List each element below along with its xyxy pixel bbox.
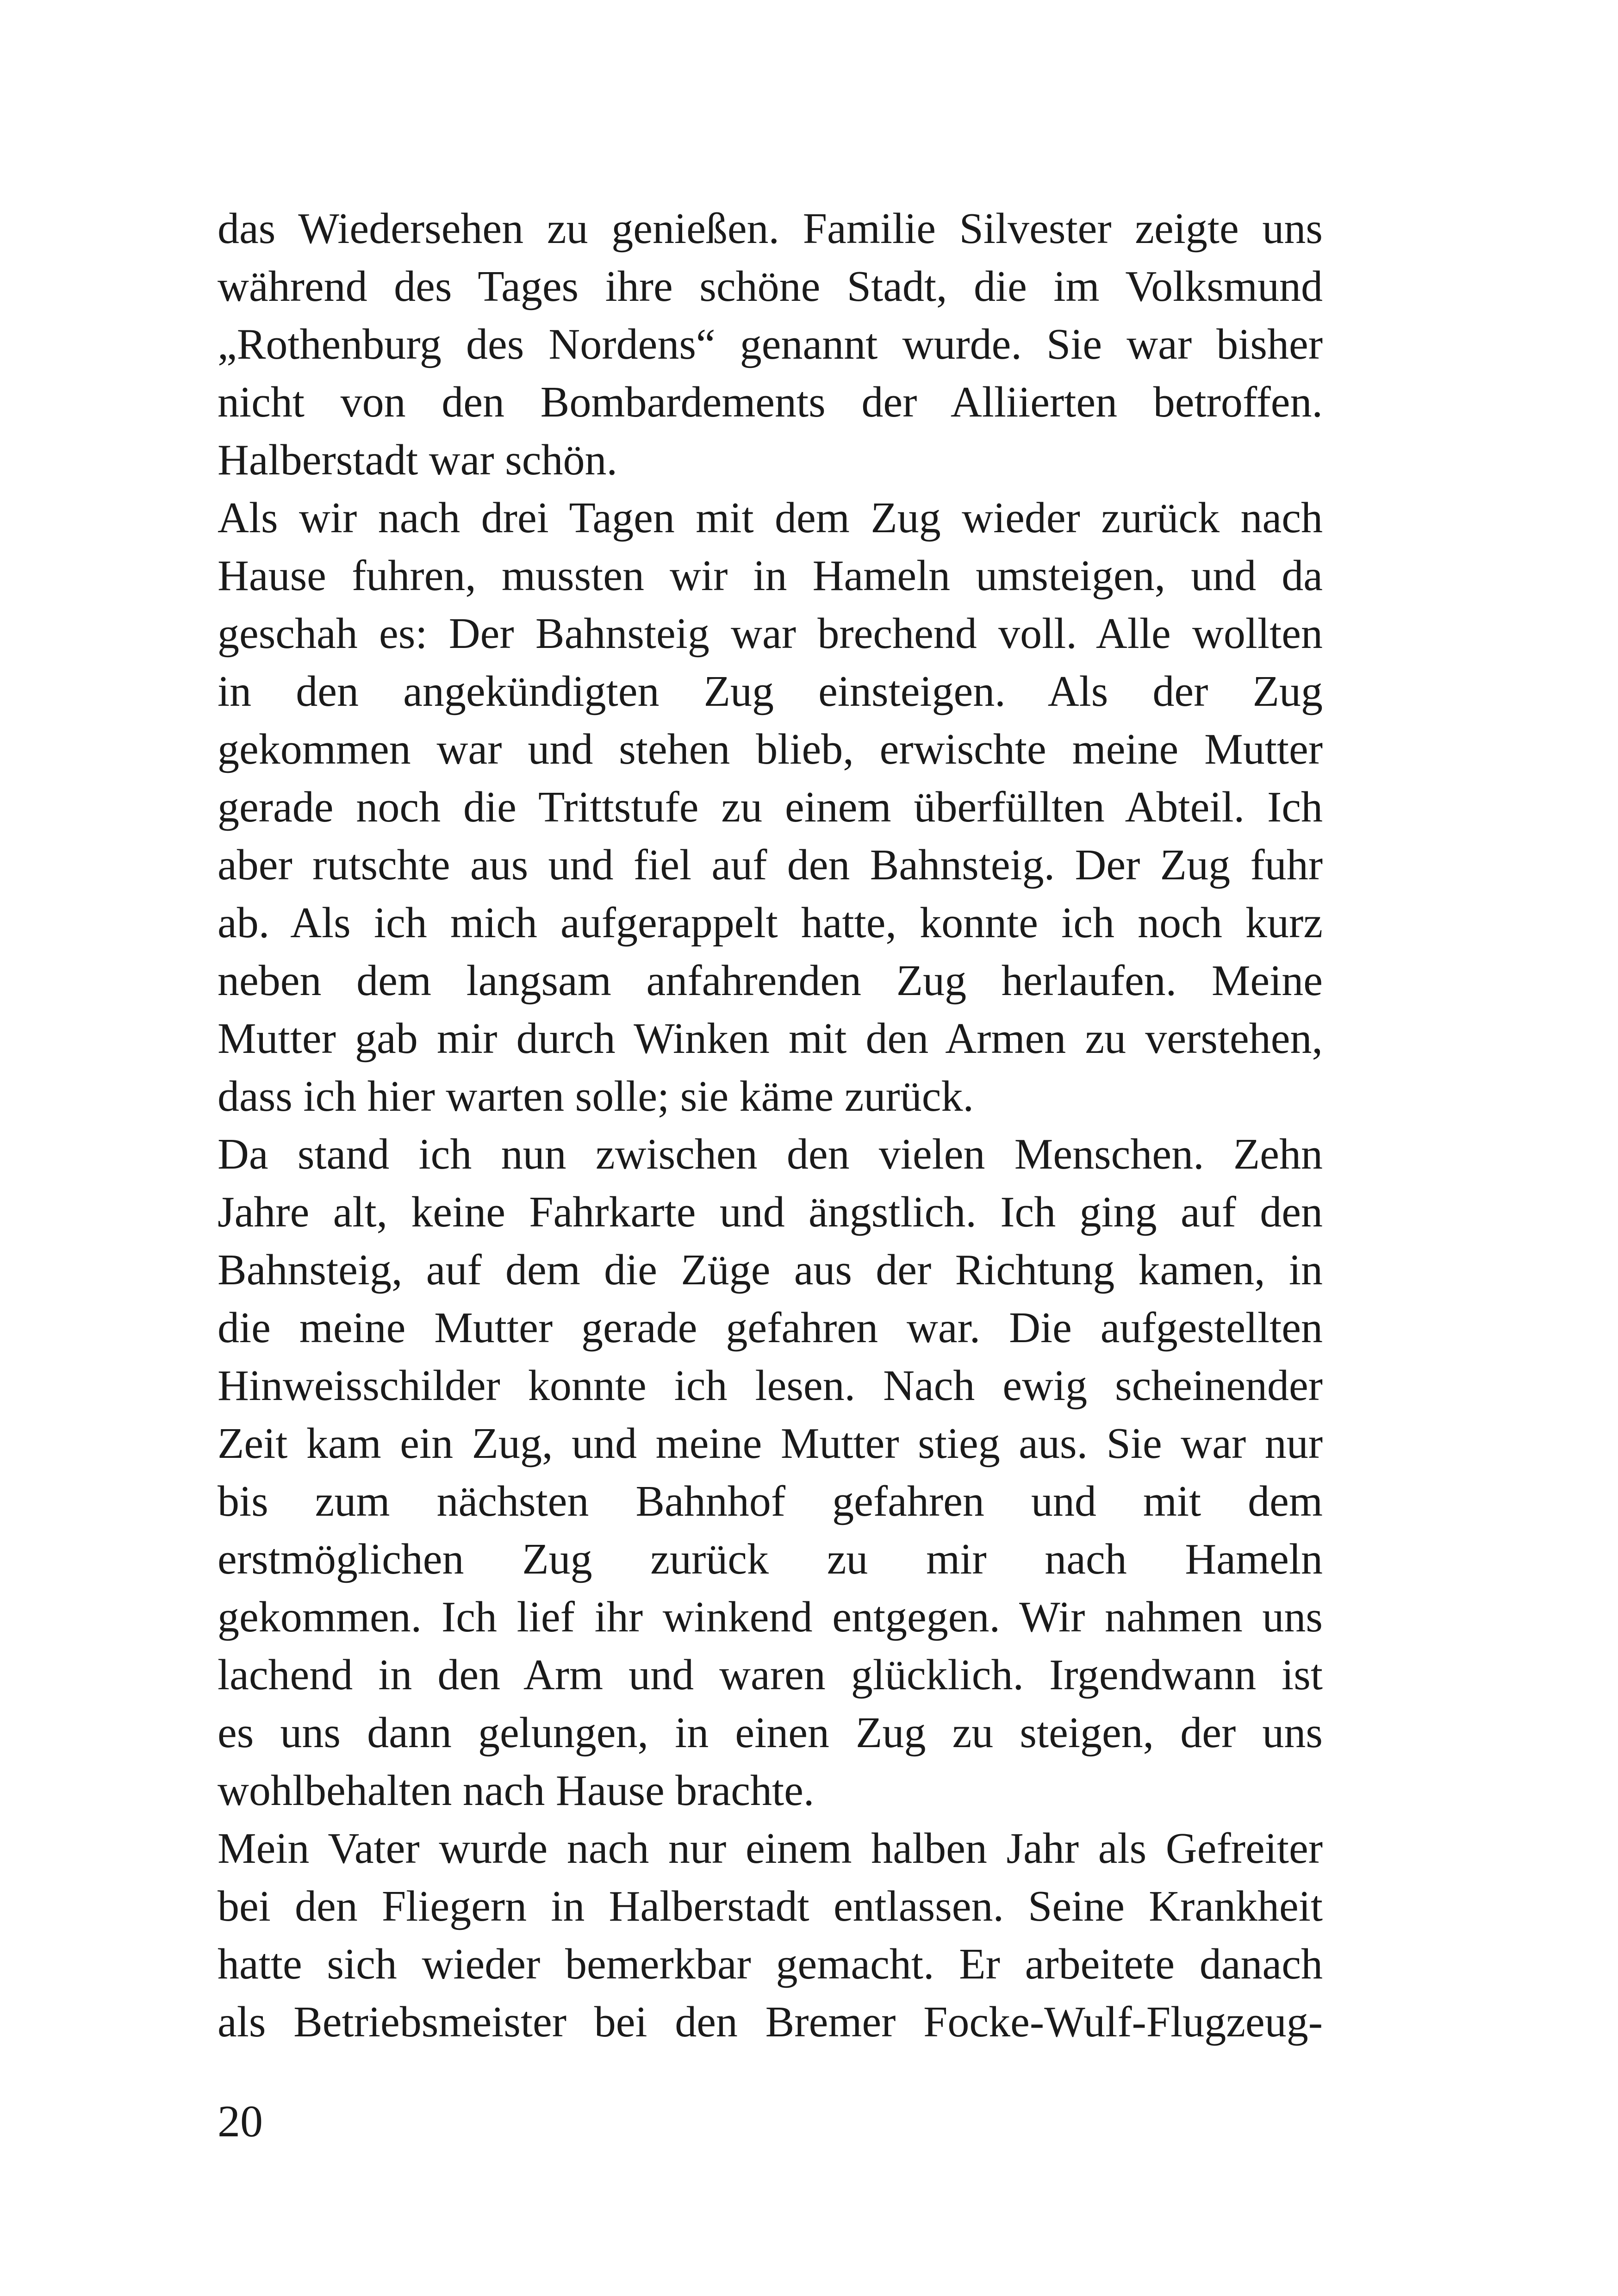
- text-line: hatte sich wieder bemerkbar gemacht. Er arbeitete danach: [218, 1940, 1323, 1988]
- text-line: dass ich hier warten solle; sie käme zurück.: [218, 1072, 974, 1120]
- text-line: nicht von den Bombardements der Alliierten betroffen.: [218, 378, 1323, 426]
- body-text: [218, 200, 1323, 2051]
- text-line: Da stand ich nun zwischen den vielen Menschen. Zehn: [218, 1130, 1323, 1178]
- text-line: „Rothenburg des Nordens“ genannt wurde. Sie war bisher: [218, 320, 1323, 368]
- text-line: Bahnsteig, auf dem die Züge aus der Richtung kamen, in: [218, 1246, 1323, 1294]
- text-line: Hinweisschilder konnte ich lesen. Nach ewig scheinender: [218, 1362, 1323, 1410]
- text-line: aber rutschte aus und fiel auf den Bahnsteig. Der Zug fuhr: [218, 841, 1323, 889]
- text-line: bei den Fliegern in Halberstadt entlassen. Seine Krankheit: [218, 1882, 1323, 1930]
- text-line: die meine Mutter gerade gefahren war. Die aufgestellten: [218, 1304, 1323, 1352]
- text-line: als Betriebsmeister bei den Bremer Focke-Wulf-Flugzeug-: [218, 1998, 1323, 2046]
- text-line: gekommen. Ich lief ihr winkend entgegen. Wir nahmen uns: [218, 1593, 1323, 1641]
- text-line: Hause fuhren, mussten wir in Hameln umsteigen, und da: [218, 552, 1323, 600]
- text-line: gerade noch die Trittstufe zu einem überfüllten Abteil. Ich: [218, 783, 1323, 831]
- text-line: wohlbehalten nach Hause brachte.: [218, 1767, 815, 1815]
- text-line: bis zum nächsten Bahnhof gefahren und mit dem: [218, 1477, 1323, 1525]
- text-line: während des Tages ihre schöne Stadt, die im Volksmund: [218, 262, 1323, 311]
- text-line: erstmöglichen Zug zurück zu mir nach Hameln: [218, 1535, 1323, 1583]
- text-line: das Wiedersehen zu genießen. Familie Silvester zeigte uns: [218, 205, 1323, 253]
- text-line: lachend in den Arm und waren glücklich. Irgendwann ist: [218, 1651, 1323, 1699]
- paragraph: [218, 1820, 1323, 2051]
- paragraph: [218, 1126, 1323, 1820]
- text-line: Halberstadt war schön.: [218, 436, 617, 484]
- text-line: Zeit kam ein Zug, und meine Mutter stieg aus. Sie war nur: [218, 1419, 1323, 1468]
- paragraph: [218, 489, 1323, 1126]
- text-line: Jahre alt, keine Fahrkarte und ängstlich. Ich ging auf den: [218, 1188, 1323, 1236]
- text-line: ab. Als ich mich aufgerappelt hatte, konnte ich noch kurz: [218, 899, 1323, 947]
- page-number: 20: [218, 2097, 263, 2147]
- text-line: neben dem langsam anfahrenden Zug herlaufen. Meine: [218, 957, 1323, 1005]
- paragraph: [218, 200, 1323, 489]
- text-line: Mutter gab mir durch Winken mit den Armen zu verstehen,: [218, 1014, 1323, 1063]
- text-line: in den angekündigten Zug einsteigen. Als der Zug: [218, 667, 1323, 716]
- text-line: es uns dann gelungen, in einen Zug zu steigen, der uns: [218, 1709, 1323, 1757]
- text-line: geschah es: Der Bahnsteig war brechend voll. Alle wollten: [218, 610, 1323, 658]
- text-line: Als wir nach drei Tagen mit dem Zug wieder zurück nach: [218, 494, 1323, 542]
- text-line: gekommen war und stehen blieb, erwischte meine Mutter: [218, 725, 1323, 773]
- text-line: Mein Vater wurde nach nur einem halben Jahr als Gefreiter: [218, 1824, 1323, 1873]
